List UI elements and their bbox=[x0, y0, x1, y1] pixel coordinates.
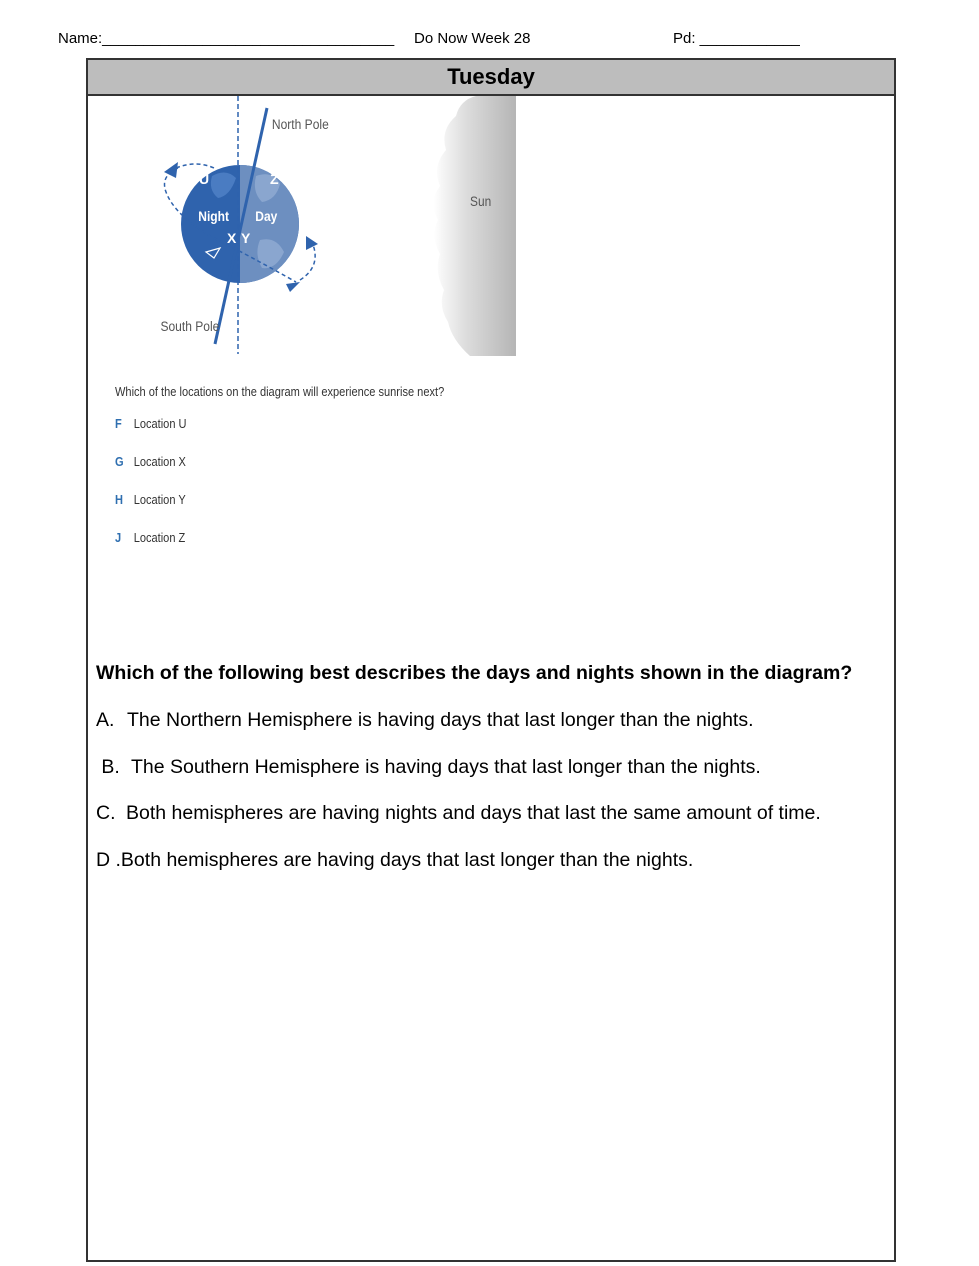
period-label: Pd: ____________ bbox=[673, 30, 800, 47]
earth-sun-diagram bbox=[0, 0, 979, 400]
option-d bbox=[96, 849, 693, 872]
south-pole-label: South Pole bbox=[160, 318, 220, 335]
location-y-label: Y bbox=[241, 230, 251, 246]
day-heading: Tuesday bbox=[88, 60, 894, 96]
night-label: Night bbox=[198, 208, 230, 225]
option-c bbox=[96, 802, 821, 825]
choice-letter: G bbox=[115, 454, 124, 469]
sub-question-text: Which of the locations on the diagram will experience sunrise next? bbox=[115, 384, 445, 399]
option-b bbox=[96, 756, 761, 779]
question-text: Which of the following best describes the days and nights shown in the diagram? bbox=[96, 662, 853, 684]
choice-text: Location Y bbox=[133, 492, 186, 507]
sub-choice-f bbox=[115, 416, 187, 431]
option-letter: A. bbox=[96, 709, 115, 731]
location-u-label: U bbox=[199, 171, 210, 187]
worksheet-title: Do Now Week 28 bbox=[414, 30, 531, 47]
choice-text: Location U bbox=[133, 416, 187, 431]
option-letter: C. bbox=[96, 802, 116, 824]
sun-label: Sun bbox=[470, 193, 492, 210]
option-a bbox=[96, 709, 754, 732]
location-z-label: Z bbox=[270, 171, 279, 187]
name-label: Name:___________________________________ bbox=[58, 30, 395, 47]
sub-choice-h bbox=[115, 492, 186, 507]
choice-letter: H bbox=[115, 492, 123, 507]
choice-text: Location X bbox=[133, 454, 186, 469]
option-text: The Southern Hemisphere is having days that last longer than the nights. bbox=[131, 756, 761, 778]
sub-choice-j bbox=[115, 530, 185, 545]
sub-choice-g bbox=[115, 454, 186, 469]
option-letter: B. bbox=[96, 756, 120, 778]
north-pole-label: North Pole bbox=[271, 116, 329, 133]
option-text: The Northern Hemisphere is having days that last longer than the nights. bbox=[127, 709, 754, 731]
option-letter: D . bbox=[96, 849, 121, 871]
choice-letter: F bbox=[115, 416, 122, 431]
choice-letter: J bbox=[115, 530, 122, 545]
day-label: Day bbox=[255, 208, 278, 225]
option-text: Both hemispheres are having nights and days that last the same amount of time. bbox=[126, 802, 821, 824]
option-text: Both hemispheres are having days that last longer than the nights. bbox=[120, 849, 694, 871]
location-x-label: X bbox=[227, 230, 237, 246]
sun-shape bbox=[433, 96, 516, 356]
choice-text: Location Z bbox=[133, 530, 186, 545]
